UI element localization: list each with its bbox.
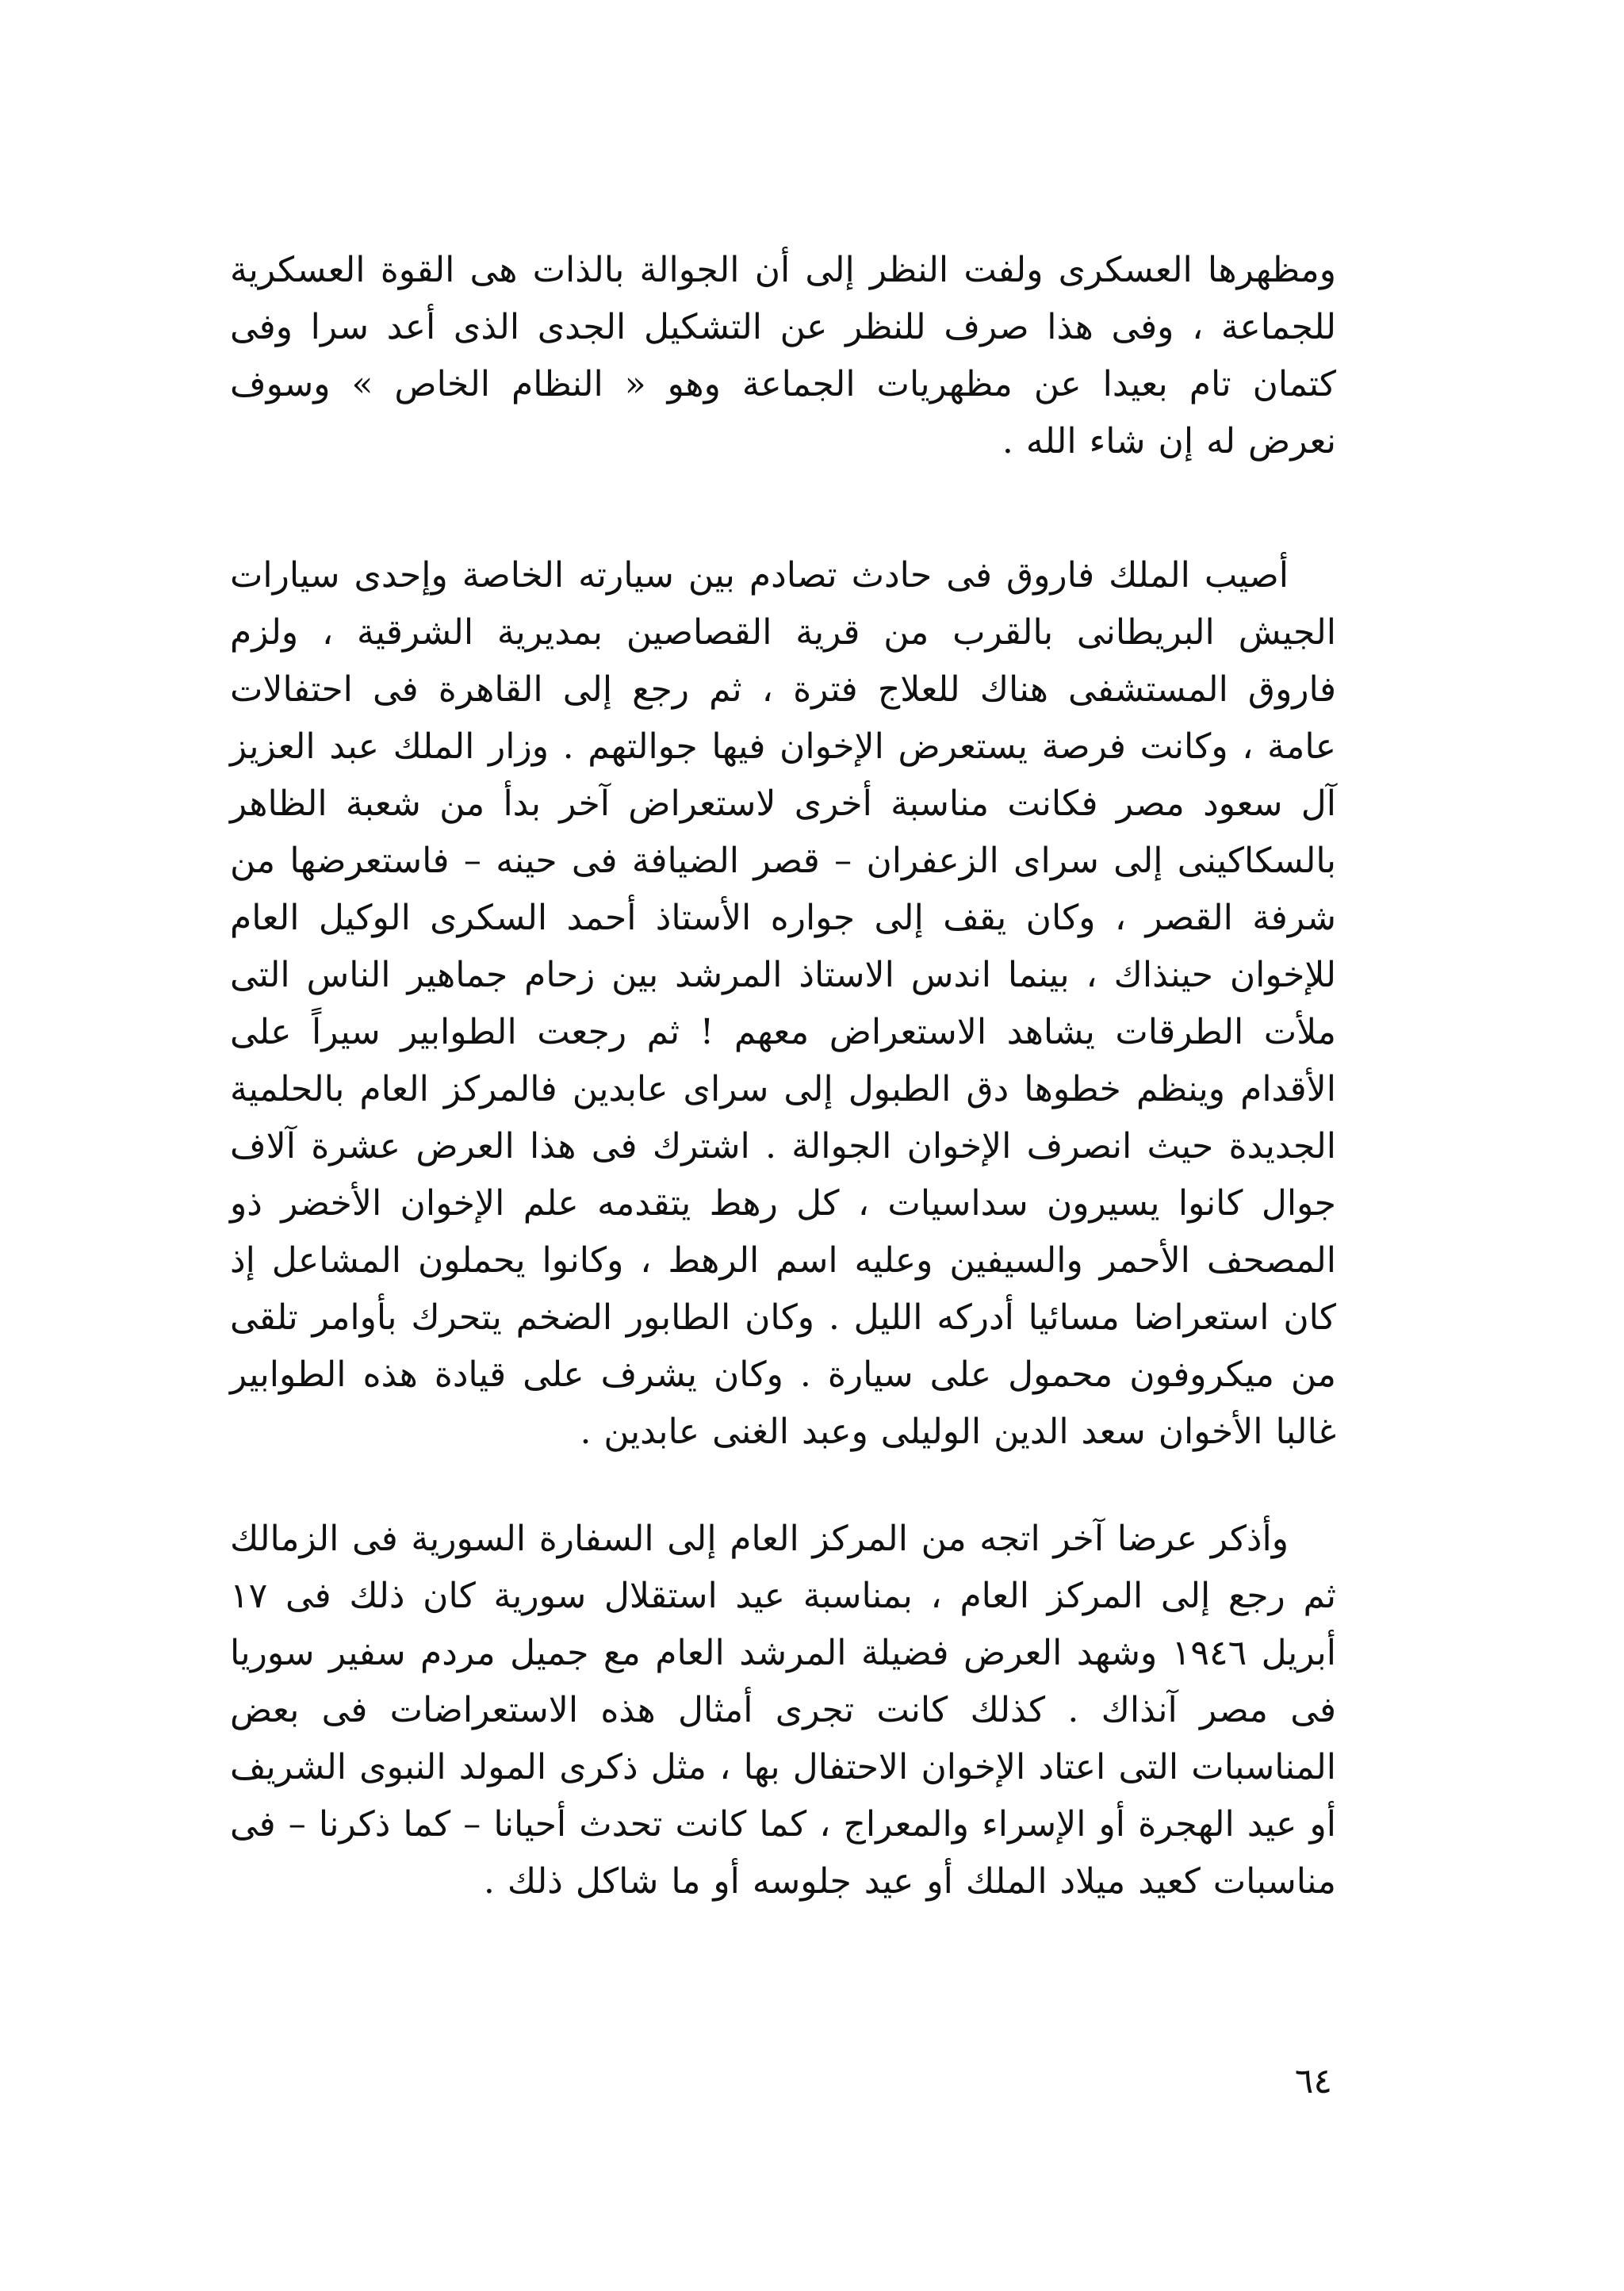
paragraph-2: أصيب الملك فاروق فى حادث تصادم بين سيارته الخاصة وإحدى سيارات الجيش البريطانى بالقرب من قرية القصاصين بمديرية الشرقية ، ولزم فاروق المستشفى هناك للعلاج فترة ، ثم رجع إلى القاهرة فى احتفالات عامة ، وكانت فرصة يستعرض الإخوان فيها جوالتهم . وزار الملك عبد العزيز آل سعود مصر فكانت مناسبة أخرى لاستعراض آخر بدأ من شعبة الظاهر بالسكاكينى إلى سراى الزعفران – قصر الضيافة فى حينه – فاستعرضها من شرفة القصر ، وكان يقف إلى جواره الأستاذ أحمد السكرى الوكيل العام للإخوان حينذاك ، بينما اندس الاستاذ المرشد بين زحام جماهير الناس التى ملأت الطرقات يشاهد الاستعراض معهم ! ثم رجعت الطوابير سيراً على الأقدام وينظم خطوها دق الطبول إلى سراى عابدين فالمركز العام بالحلمية الجديدة حيث انصرف الإخوان الجوالة . اشترك فى هذا العرض عشرة آلاف جوال كانوا يسيرون سداسيات ، كل رهط يتقدمه علم الإخوان الأخضر ذو المصحف الأحمر والسيفين وعليه اسم الرهط ، وكانوا يحملون المشاعل إذ كان استعراضا مسائيا أدركه الليل . وكان الطابور الضخم يتحرك بأوامر تلقى من ميكروفون محمول على سيارة . وكان يشرف على قيادة هذه الطوابير غالبا الأخوان سعد الدين الوليلى وعبد الغنى عابدين . <box>230 555 1336 1452</box>
page-number: ٦٤ <box>1294 2061 1332 2101</box>
paragraph-3-block <box>230 1511 1336 1910</box>
paragraph-3: وأذكر عرضا آخر اتجه من المركز العام إلى السفارة السورية فى الزمالك ثم رجع إلى المركز العام ، بمناسبة عيد استقلال سورية كان ذلك فى ١٧ أبريل ١٩٤٦ وشهد العرض فضيلة المرشد العام مع جميل مردم سفير سوريا فى مصر آنذاك . كذلك كانت تجرى أمثال هذه الاستعراضات فى بعض المناسبات التى اعتاد الإخوان الاحتفال بها ، مثل ذكرى المولد النبوى الشريف أو عيد الهجرة أو الإسراء والمعراج ، كما كانت تحدث أحيانا – كما ذكرنا – فى مناسبات كعيد ميلاد الملك أو عيد جلوسه أو ما شاكل ذلك . <box>230 1519 1336 1902</box>
paragraph-1-block <box>230 242 1336 470</box>
paragraph-1: ومظهرها العسكرى ولفت النظر إلى أن الجوالة بالذات هى القوة العسكرية للجماعة ، وفى هذا صرف للنظر عن التشكيل الجدى الذى أعد سرا وفى كتمان تام بعيدا عن مظهريات الجماعة وهو « النظام الخاص » وسوف نعرض له إن شاء الله . <box>230 250 1336 462</box>
paragraph-2-block <box>230 547 1336 1461</box>
